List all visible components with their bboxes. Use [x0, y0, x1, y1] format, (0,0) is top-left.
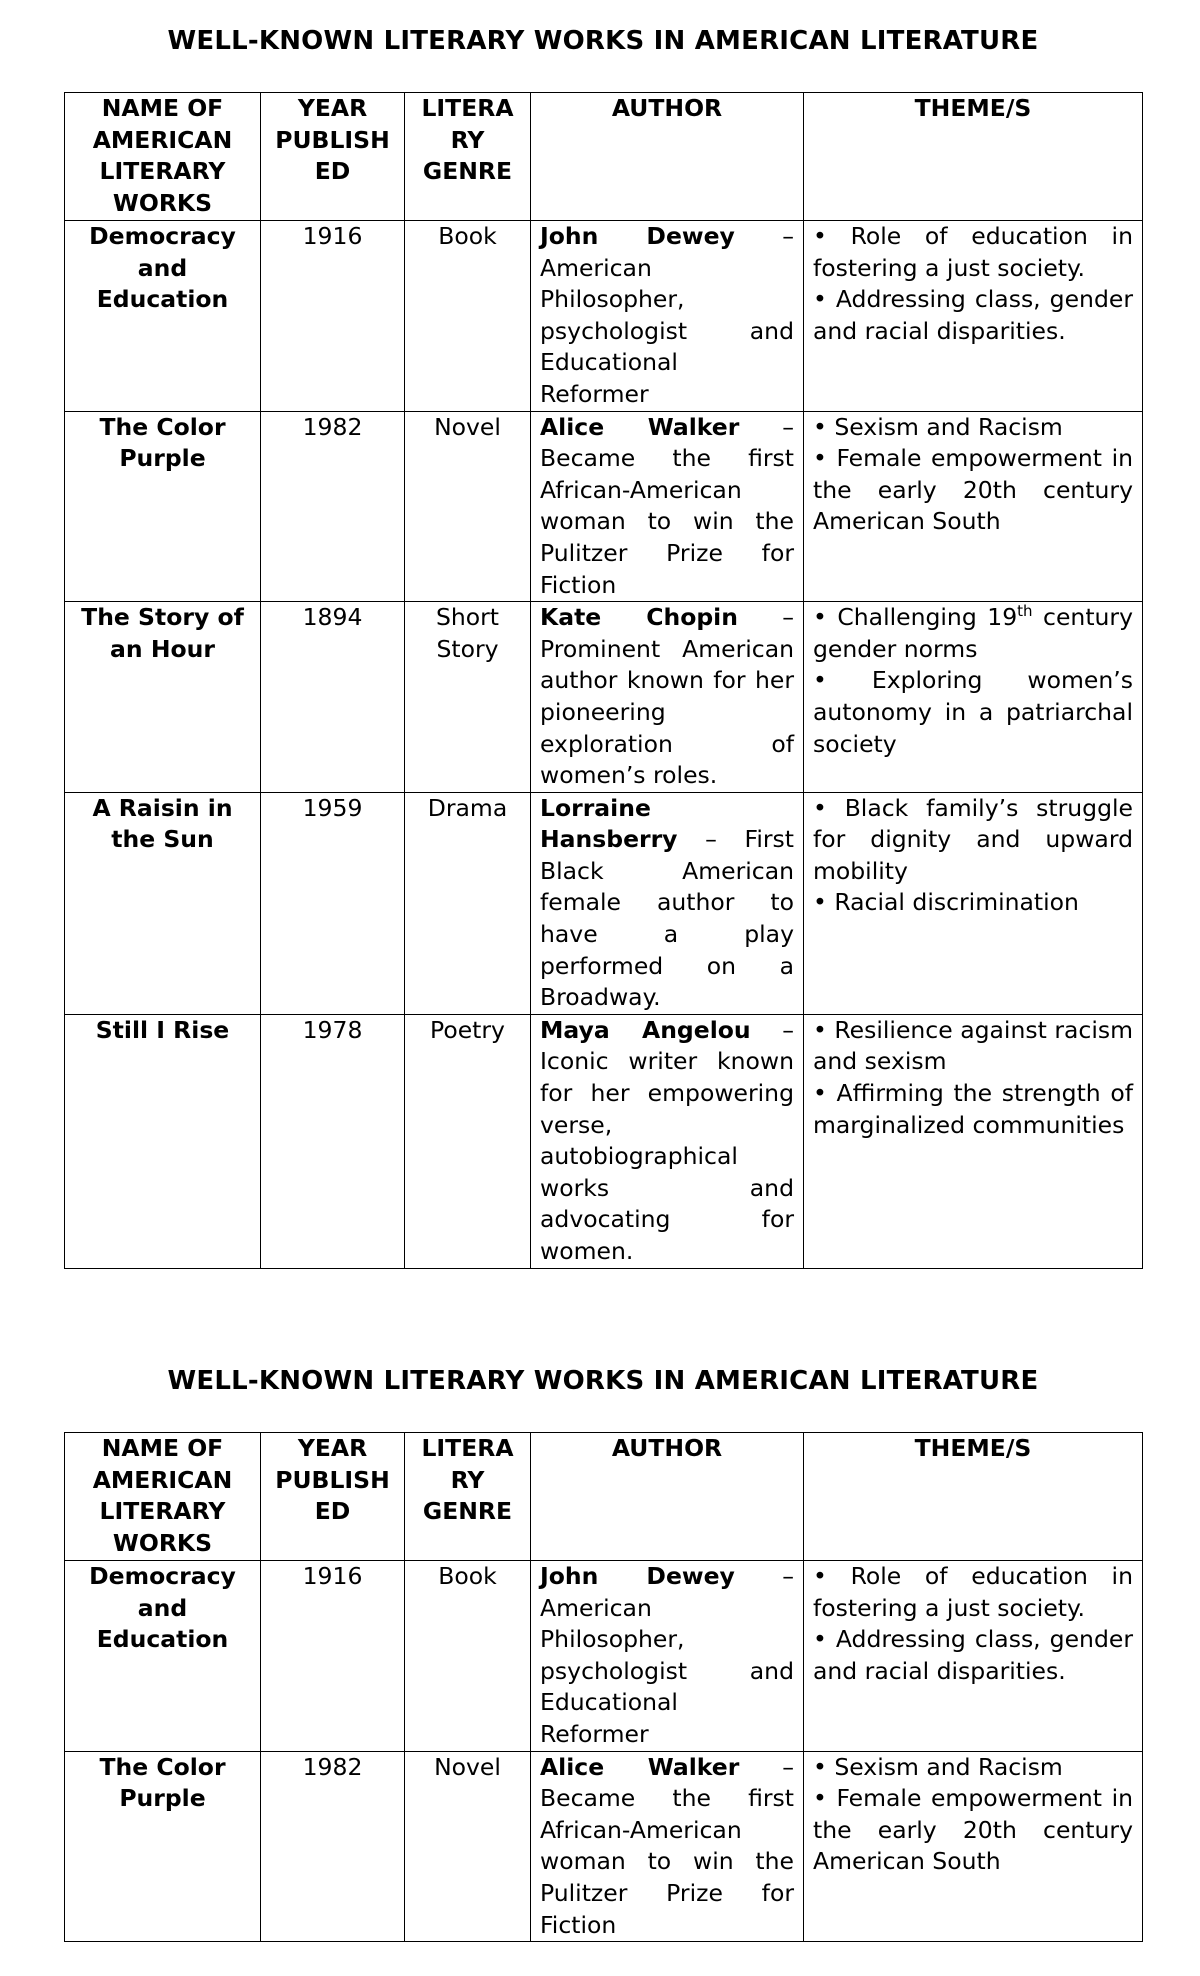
theme-item [813, 221, 1133, 284]
work-name-cell: The Color Purple [65, 411, 261, 602]
theme-item [813, 665, 1133, 760]
theme-text: Exploring women’s autonomy in a patriarchal society [813, 666, 1133, 758]
work-name-cell: Democracy and Education [65, 1561, 261, 1752]
theme-text: Female empowerment in the early 20th century American South [813, 1784, 1133, 1876]
theme-text: Affirming the strength of marginalized communities [813, 1079, 1133, 1139]
theme-text: Resilience against racism and sexism [813, 1015, 1133, 1076]
author-cell [531, 1751, 804, 1942]
document-title: WELL-KNOWN LITERARY WORKS IN AMERICAN LITERATURE [167, 1366, 1039, 1396]
genre-cell: Book [405, 221, 531, 412]
theme-text: Addressing class, gender and racial disparities. [813, 1625, 1133, 1685]
theme-item [813, 412, 1133, 444]
work-name-cell: Still I Rise [65, 1014, 261, 1268]
table-header-row [65, 93, 1143, 221]
table-row [65, 1561, 1143, 1752]
themes-cell [804, 1751, 1143, 1942]
author-name: John Dewey [540, 1562, 735, 1590]
literary-works-table [64, 1432, 1143, 1942]
themes-cell [804, 411, 1143, 602]
work-name-cell: Democracy and Education [65, 221, 261, 412]
table-header-row [65, 1433, 1143, 1561]
author-cell [531, 1561, 804, 1752]
document-title: WELL-KNOWN LITERARY WORKS IN AMERICAN LITERATURE [167, 26, 1039, 56]
header-year: YEAR PUBLISH ED [261, 1433, 405, 1561]
document-section [64, 22, 1142, 1265]
theme-item [813, 1561, 1133, 1624]
genre-cell: Novel [405, 411, 531, 602]
theme-item [813, 443, 1133, 538]
header-themes: THEME/S [804, 1433, 1143, 1561]
table-row [65, 1014, 1143, 1268]
author-description: – American Philosopher, psychologist and Educational Reformer [540, 222, 794, 408]
theme-item [813, 284, 1133, 347]
author-description: – Became the first African-American woman to win the Pulitzer Prize for Fiction [540, 1752, 794, 1939]
year-cell: 1982 [261, 1751, 405, 1942]
year-cell: 1959 [261, 792, 405, 1014]
theme-superscript: th [1017, 602, 1033, 621]
themes-cell [804, 1014, 1143, 1268]
header-themes: THEME/S [804, 93, 1143, 221]
author-cell [531, 221, 804, 412]
theme-item [813, 602, 1133, 665]
author-description: – Iconic writer known for her empowering verse, autobiographical works and advocating for women. [540, 1015, 794, 1265]
header-name: NAME OF AMERICAN LITERARY WORKS [65, 1433, 261, 1561]
genre-cell: Poetry [405, 1014, 531, 1268]
theme-text: Black family’s struggle for dignity and upward mobility [813, 793, 1133, 885]
theme-item [813, 887, 1133, 919]
themes-cell [804, 602, 1143, 793]
theme-item [813, 1752, 1133, 1784]
work-name-cell: The Story of an Hour [65, 602, 261, 793]
theme-text: Racial discrimination [834, 888, 1079, 917]
author-description: – Prominent American author known for her pioneering exploration of women’s roles. [540, 603, 794, 790]
genre-cell: Novel [405, 1751, 531, 1942]
year-cell: 1894 [261, 602, 405, 793]
author-name: Maya Angelou [540, 1015, 751, 1044]
theme-item [813, 1624, 1133, 1687]
table-row [65, 1751, 1143, 1942]
header-name: NAME OF AMERICAN LITERARY WORKS [65, 93, 261, 221]
theme-text: Sexism and Racism [834, 412, 1063, 441]
theme-text-continued: century gender norms [813, 603, 1133, 663]
header-author: AUTHOR [531, 93, 804, 221]
themes-cell [804, 792, 1143, 1014]
year-cell: 1978 [261, 1014, 405, 1268]
theme-text: Challenging 19 [837, 603, 1018, 632]
header-year: YEAR PUBLISH ED [261, 93, 405, 221]
themes-cell [804, 1561, 1143, 1752]
table-row [65, 411, 1143, 602]
themes-cell [804, 221, 1143, 412]
author-name: Alice Walker [540, 1752, 740, 1781]
theme-item [813, 1783, 1133, 1878]
theme-text: Addressing class, gender and racial disparities. [813, 285, 1133, 345]
year-cell: 1916 [261, 1561, 405, 1752]
author-cell [531, 792, 804, 1014]
literary-works-table [64, 92, 1143, 1269]
year-cell: 1982 [261, 411, 405, 602]
year-cell: 1916 [261, 221, 405, 412]
theme-item [813, 1078, 1133, 1141]
genre-cell: Drama [405, 792, 531, 1014]
genre-cell: Short Story [405, 602, 531, 793]
theme-item [813, 793, 1133, 888]
theme-text: Sexism and Racism [834, 1752, 1063, 1781]
table-row [65, 221, 1143, 412]
author-cell [531, 602, 804, 793]
theme-item [813, 1015, 1133, 1078]
work-name-cell: A Raisin in the Sun [65, 792, 261, 1014]
table-row [65, 792, 1143, 1014]
author-description: – First Black American female author to have a play performed on a Broadway. [540, 825, 794, 1012]
author-cell [531, 411, 804, 602]
author-description: – American Philosopher, psychologist and Educational Reformer [540, 1562, 794, 1748]
author-name: Kate Chopin [540, 603, 738, 632]
theme-text: Role of education in fostering a just society. [813, 222, 1133, 282]
theme-text: Role of education in fostering a just society. [813, 1562, 1133, 1622]
document-section-repeat [64, 1362, 1142, 1939]
header-genre: LITERA RY GENRE [405, 1433, 531, 1561]
work-name-cell: The Color Purple [65, 1751, 261, 1942]
author-name: Alice Walker [540, 412, 740, 441]
header-author: AUTHOR [531, 1433, 804, 1561]
author-description: – Became the first African-American woman to win the Pulitzer Prize for Fiction [540, 412, 794, 599]
theme-text: Female empowerment in the early 20th century American South [813, 444, 1133, 536]
author-name: John Dewey [540, 222, 735, 250]
header-genre: LITERA RY GENRE [405, 93, 531, 221]
table-row [65, 602, 1143, 793]
author-name: Lorraine Hansberry [540, 793, 678, 854]
author-cell [531, 1014, 804, 1268]
genre-cell: Book [405, 1561, 531, 1752]
